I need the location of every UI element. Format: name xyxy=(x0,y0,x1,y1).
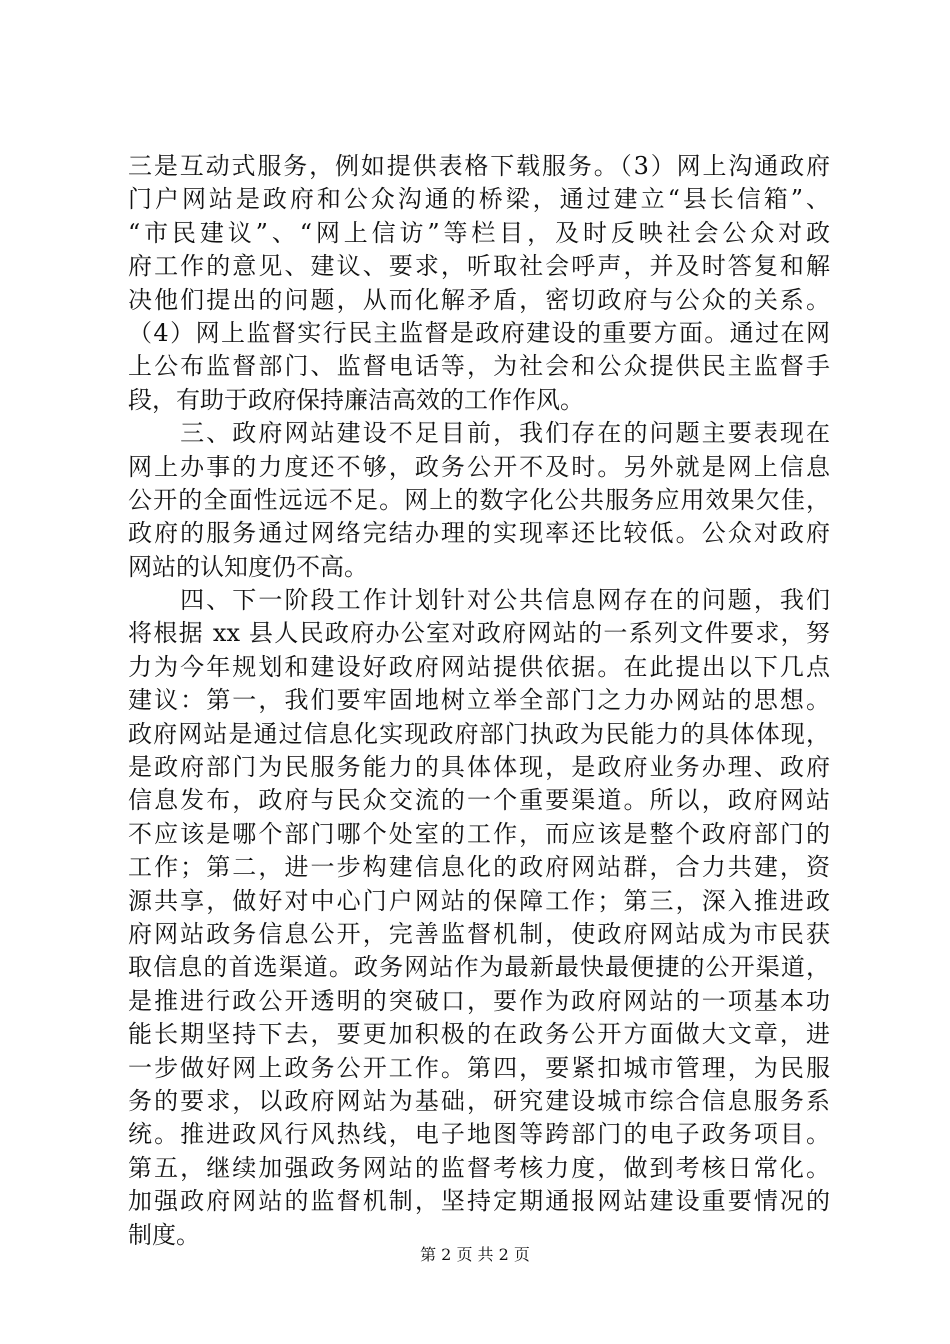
text-line: 门户网站是政府和公众沟通的桥梁，通过建立“县长信箱”、 xyxy=(128,185,830,214)
text-line: 一步做好网上政务公开工作。第四，要紧扣城市管理，为民服 xyxy=(128,1053,830,1082)
text-line: 府工作的意见、建议、要求，听取社会呼声，并及时答复和解 xyxy=(128,252,830,281)
text-line: 政府的服务通过网络完结办理的实现率还比较低。公众对政府 xyxy=(128,519,830,548)
text-line: 上公布监督部门、监督电话等，为社会和公众提供民主监督手 xyxy=(128,352,830,381)
text-line: 网上办事的力度还不够，政务公开不及时。另外就是网上信息 xyxy=(128,452,830,481)
text-line: 三是互动式服务，例如提供表格下载服务。（3）网上沟通政府 xyxy=(128,152,830,180)
text-line: 工作；第二，进一步构建信息化的政府网站群，合力共建，资 xyxy=(128,853,830,882)
text-line: 取信息的首选渠道。政务网站作为最新最快最便捷的公开渠道， xyxy=(128,953,830,982)
text-line: 建议：第一，我们要牢固地树立举全部门之力办网站的思想。 xyxy=(128,686,830,715)
text-line: 将根据 xx 县人民政府办公室对政府网站的一系列文件要求，努 xyxy=(128,619,830,648)
text-line: 网站的认知度仍不高。 xyxy=(128,552,368,581)
text-line: 务的要求，以政府网站为基础，研究建设城市综合信息服务系 xyxy=(128,1086,830,1115)
text-line: 信息发布，政府与民众交流的一个重要渠道。所以，政府网站 xyxy=(128,786,830,815)
text-line: 政府网站是通过信息化实现政府部门执政为民能力的具体体现， xyxy=(128,719,830,748)
text-line: 统。推进政风行风热线，电子地图等跨部门的电子政务项目。 xyxy=(128,1120,830,1149)
text-line: 制度。 xyxy=(128,1220,200,1249)
text-line: 四、下一阶段工作计划针对公共信息网存在的问题，我们 xyxy=(128,586,830,615)
text-line: 是政府部门为民服务能力的具体体现，是政府业务办理、政府 xyxy=(128,753,830,782)
text-line: 府网站政务信息公开，完善监督机制，使政府网站成为市民获 xyxy=(128,919,830,948)
text-line: 力为今年规划和建设好政府网站提供依据。在此提出以下几点 xyxy=(128,652,830,681)
page-number-footer: 第 2 页 共 2 页 xyxy=(420,1245,530,1264)
text-line: 段，有助于政府保持廉洁高效的工作作风。 xyxy=(128,385,584,414)
text-line: （4）网上监督实行民主监督是政府建设的重要方面。通过在网 xyxy=(128,318,830,347)
text-line: 决他们提出的问题，从而化解矛盾，密切政府与公众的关系。 xyxy=(128,285,830,314)
text-line: “市民建议”、“网上信访”等栏目，及时反映社会公众对政 xyxy=(128,218,830,247)
text-line: 能长期坚持下去，要更加积极的在政务公开方面做大文章，进 xyxy=(128,1020,830,1049)
text-line: 是推进行政公开透明的突破口，要作为政府网站的一项基本功 xyxy=(128,986,830,1015)
text-line: 源共享，做好对中心门户网站的保障工作；第三，深入推进政 xyxy=(128,886,830,915)
text-line: 三、政府网站建设不足目前，我们存在的问题主要表现在 xyxy=(128,419,830,448)
body-text xyxy=(128,150,830,1252)
text-line: 不应该是哪个部门哪个处室的工作，而应该是整个政府部门的 xyxy=(128,819,830,848)
text-line: 公开的全面性远远不足。网上的数字化公共服务应用效果欠佳， xyxy=(128,485,830,514)
text-line: 第五，继续加强政务网站的监督考核力度，做到考核日常化。 xyxy=(128,1153,830,1182)
text-line: 加强政府网站的监督机制，坚持定期通报网站建设重要情况的 xyxy=(128,1187,830,1216)
